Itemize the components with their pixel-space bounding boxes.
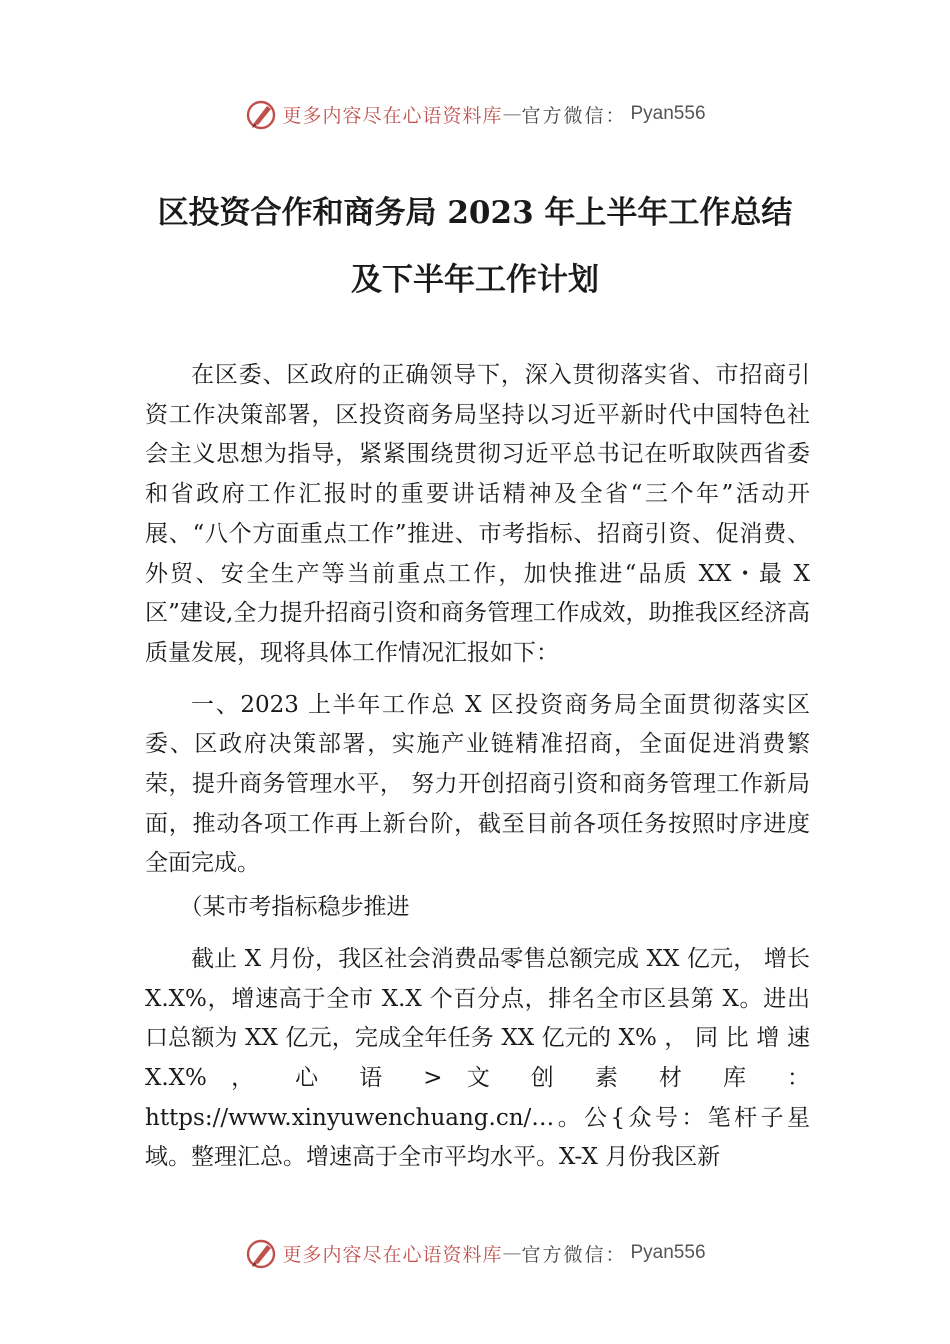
banner-wechat-label: 官方微信：: [521, 1243, 627, 1266]
header-banner: [0, 94, 950, 134]
banner-text: 更多内容尽在心语资料库: [282, 1243, 503, 1266]
footer-banner: [0, 1233, 950, 1273]
banner-wechat-label: 官方微信：: [521, 104, 627, 127]
paragraph-section-1: 一、2023 上半年工作总 X 区投资商务局全面贯彻落实区委、区政府决策部署，实施产业链精准招商，全面促进消费繁荣，提升商务管理水平， 努力开创招商引资和商务管理工作新局面，推动各项工作再上新台阶，截至目前各项任务按照时序进度全面完成。: [145, 691, 810, 877]
paragraph-intro: 在区委、区政府的正确领导下，深入贯彻落实省、市招商引资工作决策部署，区投资商务局坚持以习近平新时代中国特色社会主义思想为指导，紧紧围绕贯彻习近平总书记在听取陕西省委和省政府工作汇报时的重要讲话精神及全省“三个年”活动开展、“八个方面重点工作”推进、市考指标、招商引资、促消费、外贸、安全生产等当前重点工作，加快推进“品质 XX・最 X 区”建设,全力提升招商引资和商务管理工作成效，助推我区经济高质量发展，现将具体工作情况汇报如下：: [145, 362, 810, 666]
document-body: [145, 356, 810, 1178]
banner-separator: —: [502, 1242, 522, 1264]
banner-separator: —: [502, 103, 522, 125]
document-title: 区投资合作和商务局 2023 年上半年工作总结及下半年工作计划: [157, 195, 793, 298]
banner-wechat-id: Pyan556: [630, 1242, 706, 1263]
banner-wechat-id: Pyan556: [630, 103, 706, 124]
paragraph-statistics: 截止 X 月份，我区社会消费品零售总额完成 XX 亿元， 增长 X.X%，增速高于全市 X.X 个百分点，排名全市区县第 X。进出口总额为 XX 亿元，完成全年任务 XX 亿元的 X% ， 同 比 增 速 X.X% ， 心 语 > 文 创 素 材 库 ：https://www.xinyuwenchuang.cn/…。公{众号：笔杆子星域。整理汇总。增速高于全市平均水平。X-X 月份我区新: [145, 945, 810, 1171]
subheading-indicators: （某市考指标稳步推进: [179, 894, 410, 921]
pen-logo-icon: [244, 97, 278, 131]
pen-logo-icon: [244, 1236, 278, 1270]
banner-text: 更多内容尽在心语资料库: [282, 104, 503, 127]
